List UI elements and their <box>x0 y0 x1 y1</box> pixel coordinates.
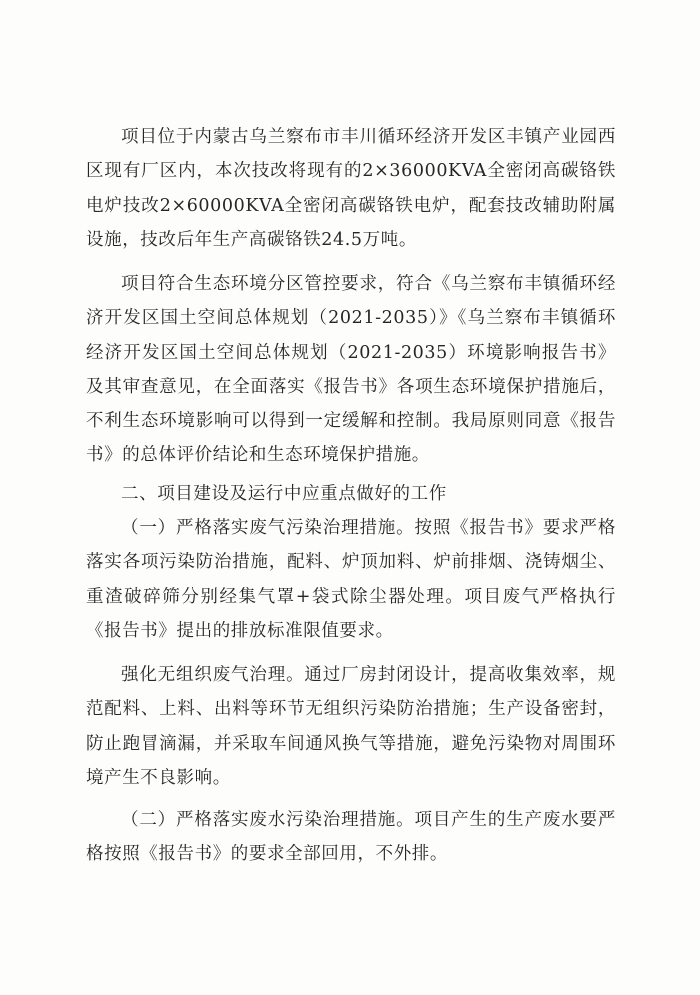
paragraph-wastewater-measures: （二）严格落实废水污染治理措施。项目产生的生产废水要严格按照《报告书》的要求全部回用，不外排。 <box>86 810 616 865</box>
paragraph-planning-compliance: 项目符合生态环境分区管控要求，符合《乌兰察布丰镇循环经济开发区国土空间总体规划（2021-2035）》《乌兰察布丰镇循环经济开发区国土空间总体规划（2021-2035）环境影响报告书》及其审查意见，在全面落实《报告书》各项生态环境保护措施后，不利生态环境影响可以得到一定缓解和控制。我局原则同意《报告书》的总体评价结论和生态环境保护措施。 <box>86 274 616 466</box>
paragraph-fugitive-gas-control: 强化无组织废气治理。通过厂房封闭设计，提高收集效率，规范配料、上料、出料等环节无组织污染防治措施；生产设备密封，防止跑冒滴漏，并采取车间通风换气等措施，避免污染物对周围环境产生不良影响。 <box>86 665 616 788</box>
paragraph-exhaust-gas-measures: （一）严格落实废气污染治理措施。按照《报告书》要求严格落实各项污染防治措施，配料、炉顶加料、炉前排烟、浇铸烟尘、重渣破碎筛分别经集气罩+袋式除尘器处理。项目废气严格执行《报告书》提出的排放标准限值要求。 <box>86 518 616 641</box>
paragraph-project-location: 项目位于内蒙古乌兰察布市丰川循环经济开发区丰镇产业园西区现有厂区内，本次技改将现有的2×36000KVA全密闭高碳铬铁电炉技改2×60000KVA全密闭高碳铬铁电炉，配套技改辅助附属设施，技改后年生产高碳铬铁24.5万吨。 <box>86 127 616 250</box>
section-heading: 二、项目建设及运行中应重点做好的工作 <box>121 484 447 504</box>
